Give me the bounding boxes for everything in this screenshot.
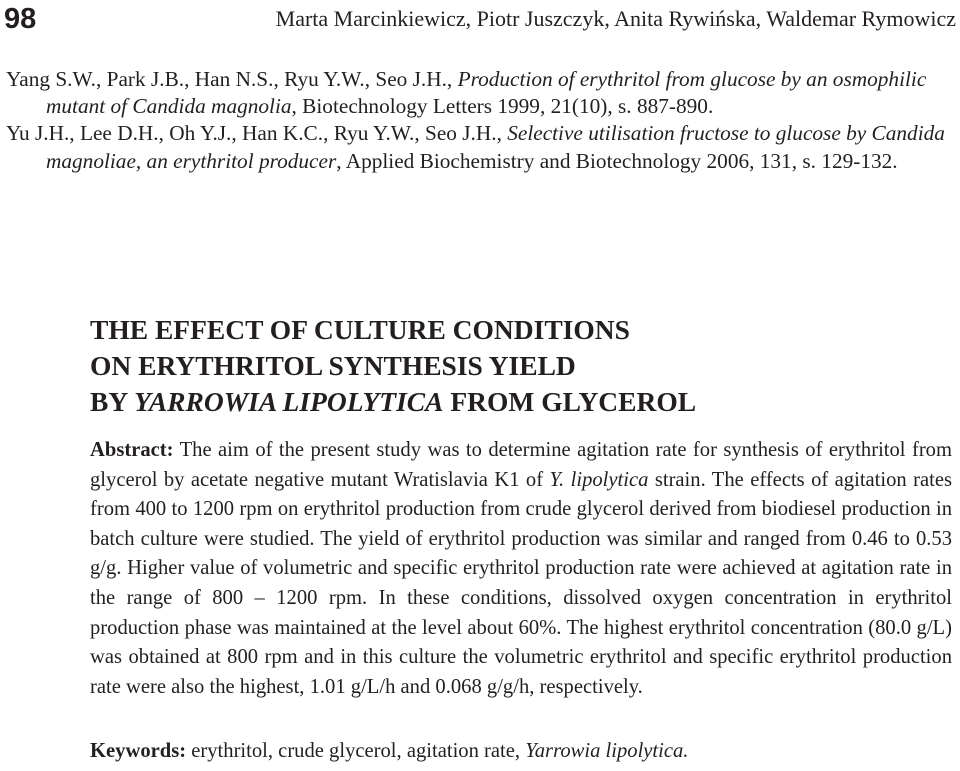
article-title — [90, 312, 890, 420]
reference-authors: Yu J.H., Lee D.H., Oh Y.J., Han K.C., Ryu Y.W., Seo J.H., — [6, 121, 502, 146]
title-species: YARROWIA LIPOLYTICA — [134, 386, 444, 417]
keywords-list: erythritol, crude glycerol, agitation rate, — [191, 740, 521, 762]
title-line-3-suffix: FROM GLYCEROL — [450, 386, 697, 417]
running-head-authors: Marta Marcinkiewicz, Piotr Juszczyk, Anita Rywińska, Waldemar Rymowicz — [275, 6, 956, 31]
page-number: 98 — [4, 3, 37, 35]
reference-source: , Biotechnology Letters 1999, 21(10), s. 887-890. — [291, 94, 714, 119]
page-header — [4, 0, 956, 40]
abstract-species: Y. lipolytica — [549, 468, 649, 491]
reference-item — [6, 66, 952, 120]
reference-item — [6, 120, 952, 174]
abstract-label: Abstract: — [90, 439, 174, 461]
title-line-3-prefix: BY — [90, 386, 128, 417]
keywords-species: Yarrowia lipolytica. — [525, 740, 689, 762]
reference-title: Selective utilisation fructose to glucose by Candida magnoliae, an erythritol producer — [46, 121, 945, 173]
abstract-text-2: strain. The effects of agitation rates from 400 to 1200 rpm on erythritol production from crude glycerol derived from biodiesel production in batch culture were studied. The yield of erythritol production was similar and ranged from 0.46 to 0.53 g/g. Higher value of volumetric and specific erythritol production rate were achieved at agitation rate in the range of 800 – 1200 rpm. In these conditions, dissolved oxygen concentration in erythritol production phase was maintained at the level about 60%. The highest erythritol concentration (80.0 g/L) was obtained at 800 rpm and in this culture the volumetric erythritol and specific erythritol production rate were also the highest, 1.01 g/L/h and 0.068 g/g/h, respectively. — [90, 468, 953, 698]
keywords — [90, 737, 952, 766]
title-line-1: THE EFFECT OF CULTURE CONDITIONS — [90, 314, 630, 345]
abstract — [90, 436, 952, 702]
title-line-2: ON ERYTHRITOL SYNTHESIS YIELD — [90, 350, 576, 381]
abstract-text-1: The aim of the present study was to determine agitation rate for synthesis of erythritol from glycerol by acetate negative mutant Wratislavia K1 of — [90, 439, 952, 491]
reference-source: , Applied Biochemistry and Biotechnology 2006, 131, s. 129-132. — [336, 148, 898, 173]
reference-authors: Yang S.W., Park J.B., Han N.S., Ryu Y.W., Seo J.H., — [6, 67, 453, 91]
reference-title: Production of erythritol from glucose by an osmophilic mutant of Candida magnolia — [46, 67, 927, 119]
keywords-label: Keywords: — [90, 740, 187, 762]
reference-list — [6, 66, 952, 175]
